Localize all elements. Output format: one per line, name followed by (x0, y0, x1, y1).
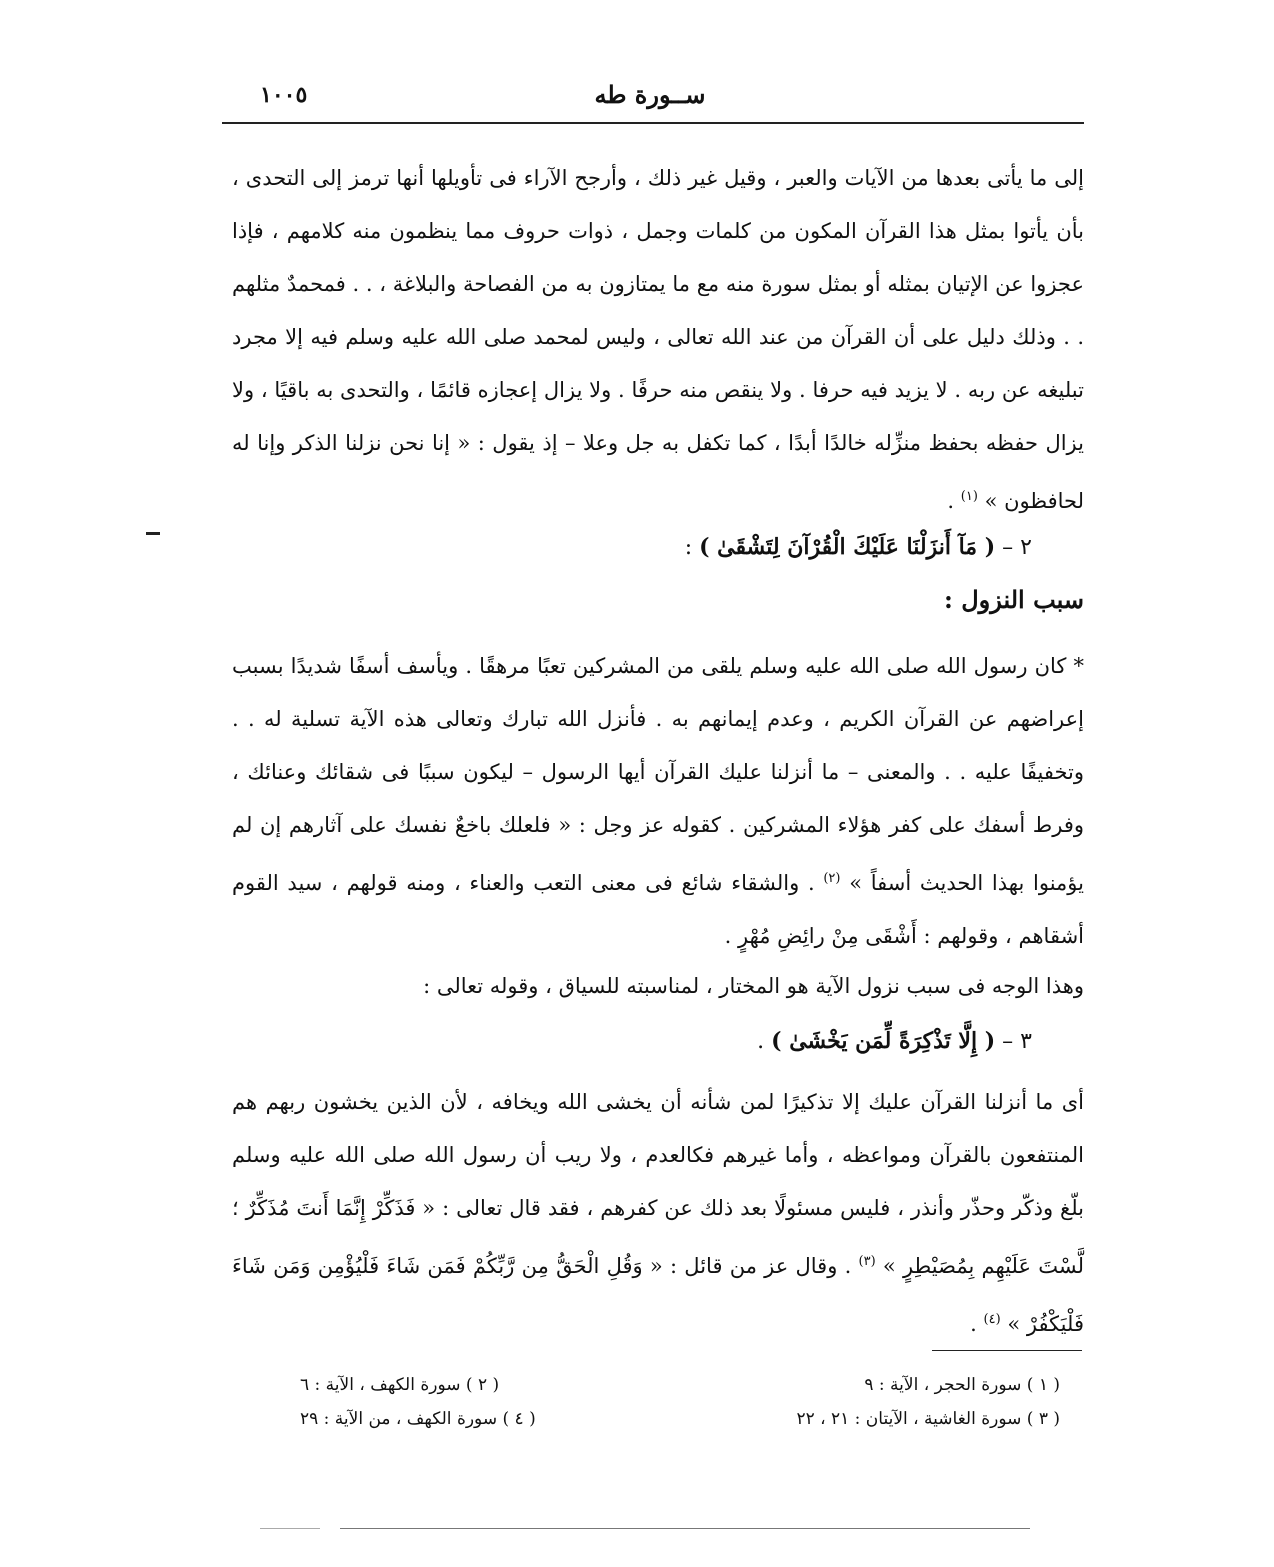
verse-number: ٣ – (1002, 1029, 1032, 1054)
verse-end: . (757, 1029, 765, 1054)
footnote-ref: (٢) (823, 871, 841, 886)
header-divider (222, 122, 1084, 124)
footnote-1: ( ١ ) سورة الحجر ، الآية : ٩ (864, 1375, 1060, 1395)
paragraph-explanation (232, 1076, 1084, 1351)
paragraph-text-cont: . والشقاء شائع فى معنى التعب والعناء ، ومنه قولهم ، سيد القوم أشقاهم ، وقولهم : أَشْقَى مِنْ رائِضِ مُهْرٍ . (232, 871, 1084, 948)
page-header (220, 80, 1080, 120)
verse-2 (232, 527, 1032, 568)
paragraph-text-cont: . وقال عز من قائل : « وَقُلِ الْحَقُّ مِن رَّبِّكُمْ فَمَن شَاءَ فَلْيُؤْمِن وَمَن شَاءَ فَلْيَكْفُرْ » (232, 1254, 1084, 1336)
footnote-divider (932, 1350, 1082, 1351)
footnote-2: ( ٢ ) سورة الكهف ، الآية : ٦ (300, 1375, 500, 1395)
footnote-4: ( ٤ ) سورة الكهف ، من الآية : ٢٩ (300, 1409, 536, 1429)
footnote-ref: (٣) (858, 1254, 876, 1269)
page-number: ١٠٠٥ (260, 82, 308, 108)
paragraph-text: أى ما أنزلنا القرآن عليك إلا تذكيرًا لمن شأنه أن يخشى الله ويخافه ، لأن الذين يخشون ربهم هم المنتفعون بالقرآن ومواعظه ، وأما غيرهم فكالعدم ، ولا ريب أن رسول الله صلى الله عليه وسلم بلّغ وذكّر وحذّر وأنذر ، فليس مسئولًا بعد ذلك عن كفرهم ، فقد قال تعالى : « فَذَكِّرْ إِنَّمَا أَنتَ مُذَكِّرٌ ؛ لَّسْتَ عَلَيْهِم بِمُصَيْطِرٍ » (232, 1090, 1084, 1278)
paragraph-choice (232, 960, 1084, 1013)
footnote-ref: (١) (960, 489, 978, 504)
paragraph-text: وهذا الوجه فى سبب نزول الآية هو المختار ، لمناسبته للسياق ، وقوله تعالى : (423, 974, 1084, 998)
footnote-3: ( ٣ ) سورة الغاشية ، الآيتان : ٢١ ، ٢٢ (796, 1409, 1060, 1429)
paragraph-intro (232, 152, 1084, 528)
surah-title: ســورة طه (594, 80, 706, 109)
verse-number: ٢ – (1002, 535, 1032, 560)
verse-3 (232, 1021, 1032, 1062)
footnotes (300, 1368, 1060, 1436)
paragraph-reason (232, 640, 1084, 963)
bottom-edge-line (340, 1528, 1030, 1529)
paragraph-end: . (947, 489, 955, 513)
verse-text: ( مَآ أَنزَلْنَا عَلَيْكَ الْقُرْآنَ لِتَشْقَىٰ ) (699, 534, 996, 560)
footnote-ref: (٤) (983, 1312, 1001, 1327)
paragraph-end: . (970, 1312, 977, 1336)
paragraph-text: إلى ما يأتى بعدها من الآيات والعبر ، وقيل غير ذلك ، وأرجح الآراء فى تأويلها أنها ترمز إلى التحدى ، بأن يأتوا بمثل هذا القرآن المكون من كلمات وجمل ، ذوات حروف مما ينظمون منه كلامهم ، فإذا عجزوا عن الإتيان بمثله أو بمثل سورة منه مع ما يمتازون به من الفصاحة والبلاغة ، . . فمحمدٌ مثلهم . . وذلك دليل على أن القرآن من عند الله تعالى ، وليس لمحمد صلى الله عليه وسلم فيه إلا مجرد تبليغه عن ربه . لا يزيد فيه حرفا . ولا ينقص منه حرفًا . ولا يزال إعجازه قائمًا ، والتحدى به باقيًا ، ولا يزال حفظه بحفظ منزِّله خالدًا أبدًا ، كما تكفل به جل وعلا – إذ يقول : « إنا نحن نزلنا الذكر وإنا له لحافظون » (232, 166, 1084, 513)
margin-mark (146, 532, 160, 535)
footnote-row (300, 1402, 1060, 1436)
paragraph-text: * كان رسول الله صلى الله عليه وسلم يلقى من المشركين تعبًا مرهقًا . ويأسف أسفًا شديدًا بسبب إعراضهم عن القرآن الكريم ، وعدم إيمانهم به . فأنزل الله تبارك وتعالى هذه الآية تسلية له . . وتخفيفًا عليه . . والمعنى – ما أنزلنا عليك القرآن أيها الرسول – ليكون سببًا فى شقائك وعنائك ، وفرط أسفك على كفر هؤلاء المشركين . كقوله عز وجل : « فلعلك باخعٌ نفسك على آثارهم إن لم يؤمنوا بهذا الحديث أسفاً » (232, 654, 1084, 895)
verse-text: ( إِلَّا تَذْكِرَةً لِّمَن يَخْشَىٰ ) (771, 1028, 996, 1054)
section-title: سبب النزول : (944, 585, 1084, 614)
footnote-row (300, 1368, 1060, 1402)
verse-end: : (684, 535, 693, 560)
bottom-edge-line (260, 1528, 320, 1529)
